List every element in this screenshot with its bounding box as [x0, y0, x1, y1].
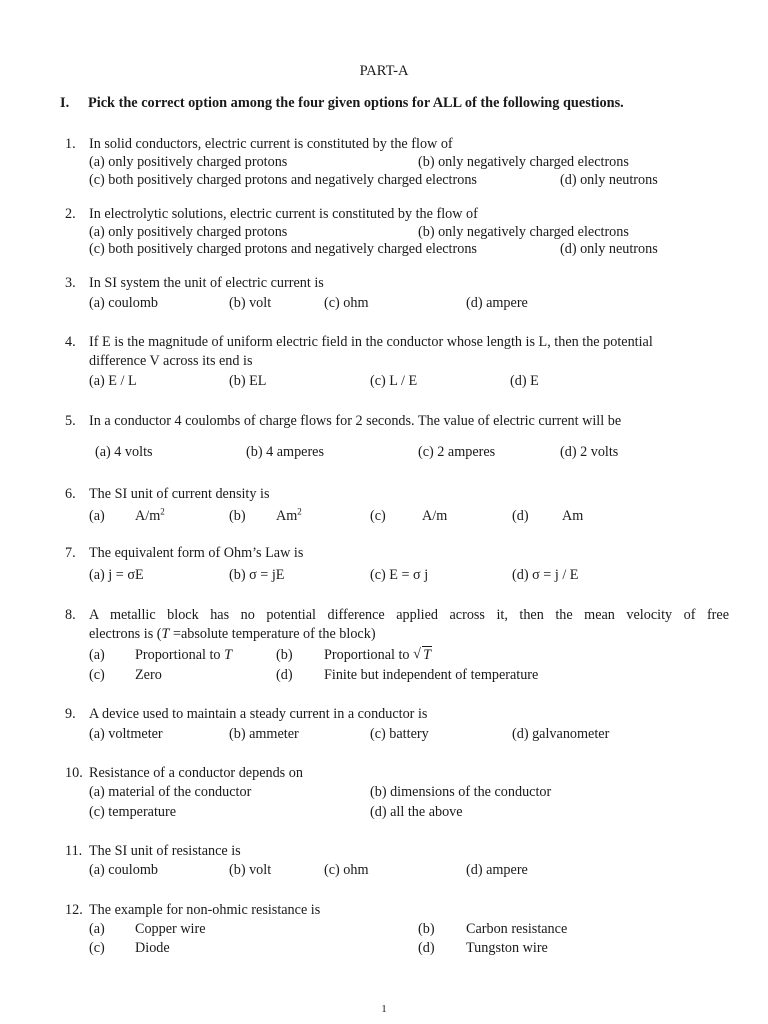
question-text: A device used to maintain a steady current in a conductor is	[89, 706, 428, 722]
question-text: The SI unit of resistance is	[89, 843, 241, 859]
option-c: (c) ohm	[324, 862, 369, 878]
question-number: 2.	[65, 206, 76, 222]
option-b: (b) σ = jE	[229, 567, 285, 583]
instruction	[60, 94, 624, 112]
instruction-text: Pick the correct option among the four given options for ALL of the following questions.	[88, 95, 624, 111]
option-d-label: (d)	[276, 667, 293, 683]
question-text: In solid conductors, electric current is constituted by the flow of	[89, 136, 453, 152]
option-d: (d) all the above	[370, 804, 463, 820]
page-number: 1	[381, 1003, 387, 1015]
option-b: (b) ammeter	[229, 726, 299, 742]
option-a-value: $A/m^2$	[135, 506, 165, 524]
question-text: The example for non-ohmic resistance is	[89, 902, 321, 918]
option-a: (a) j = σE	[89, 567, 144, 583]
question-text-continued: difference V across its end is	[89, 353, 253, 369]
option-a: (a) coulomb	[89, 862, 158, 878]
option-a-value: Copper wire	[135, 921, 206, 937]
question-number: 11.	[65, 843, 83, 859]
option-d: (d) only neutrons	[560, 241, 658, 257]
option-a: (a) E / L	[89, 373, 137, 389]
option-b-label: (b)	[276, 647, 293, 663]
page-title: PART-A	[359, 63, 409, 79]
option-d: (d) only neutrons	[560, 172, 658, 188]
question-text: In SI system the unit of electric current is	[89, 275, 324, 291]
option-b-label: (b)	[229, 508, 246, 524]
question-text: In electrolytic solutions, electric current is constituted by the flow of	[89, 206, 478, 222]
option-c-label: (c)	[89, 940, 105, 956]
option-c: (c) both positively charged protons and negatively charged electrons	[89, 241, 477, 257]
option-c-value: Zero	[135, 667, 162, 683]
question-text: A metallic block has no potential difference applied across it, then the mean velocity of free	[89, 607, 729, 623]
question-number: 1.	[65, 136, 76, 152]
question-number: 7.	[65, 545, 76, 561]
option-d-label: (d)	[418, 940, 435, 956]
square-root: √ T	[413, 646, 431, 663]
option-b: (b) EL	[229, 373, 267, 389]
option-c-value: Diode	[135, 940, 170, 956]
option-c: (c) battery	[370, 726, 429, 742]
question-text: If E is the magnitude of uniform electric field in the conductor whose length is L, then the potential	[89, 334, 653, 350]
option-c: (c) ohm	[324, 295, 369, 311]
option-c-value: A/m	[422, 508, 448, 524]
option-a-label: (a)	[89, 647, 105, 663]
question-text: The SI unit of current density is	[89, 486, 270, 502]
question-number: 12.	[65, 902, 83, 918]
option-a: (a) coulomb	[89, 295, 158, 311]
option-b: (b) only negatively charged electrons	[418, 224, 629, 240]
question-number: 5.	[65, 413, 76, 429]
question-text-continued: electrons is (T =absolute temperature of the block)	[89, 626, 376, 642]
option-c-label: (c)	[370, 508, 386, 524]
option-d-value: Finite but independent of temperature	[324, 667, 539, 683]
option-d: (d) 2 volts	[560, 444, 619, 460]
option-b-value: Proportional to √ T	[324, 646, 431, 663]
question-number: 3.	[65, 275, 76, 291]
option-c: (c) 2 amperes	[418, 444, 496, 460]
option-a-label: (a)	[89, 508, 105, 524]
option-b: (b) only negatively charged electrons	[418, 154, 629, 170]
option-d: (d) E	[510, 373, 539, 389]
option-c: (c) E = σ j	[370, 567, 429, 583]
question-number: 10.	[65, 765, 83, 781]
question-number: 8.	[65, 607, 76, 623]
option-c: (c) L / E	[370, 373, 418, 389]
option-a: (a) only positively charged protons	[89, 154, 288, 170]
question-text: The equivalent form of Ohm’s Law is	[89, 545, 304, 561]
option-b: (b) volt	[229, 862, 272, 878]
option-a: (a) voltmeter	[89, 726, 163, 742]
option-d: (d) σ = j / E	[512, 567, 579, 583]
option-b-label: (b)	[418, 921, 435, 937]
option-b: (b) dimensions of the conductor	[370, 784, 552, 800]
option-d: (d) ampere	[466, 862, 528, 878]
option-c: (c) temperature	[89, 804, 177, 820]
option-a: (a) only positively charged protons	[89, 224, 288, 240]
question-number: 4.	[65, 334, 76, 350]
option-a: (a) material of the conductor	[89, 784, 252, 800]
option-b-value: Carbon resistance	[466, 921, 568, 937]
option-d-value: Tungston wire	[466, 940, 548, 956]
option-d-label: (d)	[512, 508, 529, 524]
option-b: (b) volt	[229, 295, 272, 311]
option-b-value: Am$^2$	[276, 506, 302, 524]
option-d: (d) ampere	[466, 295, 528, 311]
option-d: (d) galvanometer	[512, 726, 610, 742]
option-a-label: (a)	[89, 921, 105, 937]
option-b: (b) 4 amperes	[246, 444, 324, 460]
question-text: In a conductor 4 coulombs of charge flows for 2 seconds. The value of electric current will be	[89, 413, 622, 429]
option-c: (c) both positively charged protons and negatively charged electrons	[89, 172, 477, 188]
option-a: (a) 4 volts	[95, 444, 153, 460]
question-number: 9.	[65, 706, 76, 722]
question-number: 6.	[65, 486, 76, 502]
question-text: Resistance of a conductor depends on	[89, 765, 303, 781]
option-a-value: Proportional to T	[135, 647, 232, 663]
instruction-number: I.	[60, 95, 70, 111]
option-c-label: (c)	[89, 667, 105, 683]
option-d-value: Am	[562, 508, 584, 524]
